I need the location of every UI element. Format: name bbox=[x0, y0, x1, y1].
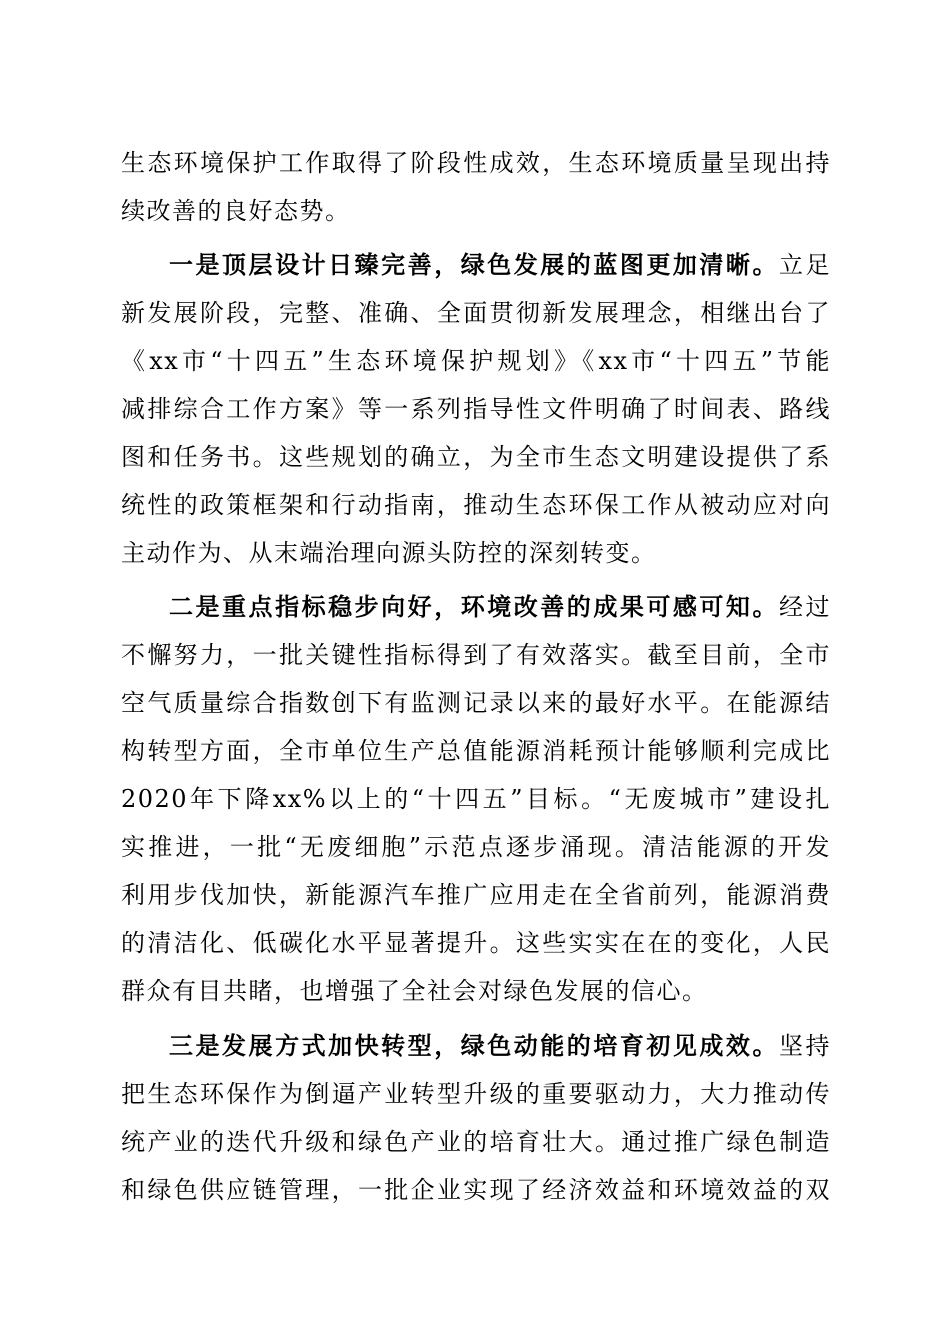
paragraph-lead-heading: 三是发展方式加快转型，绿色动能的培育初见成效。 bbox=[169, 1031, 779, 1060]
paragraph-line: 构转型方面，全市单位生产总值能源消耗预计能够顺利完成比 bbox=[121, 737, 831, 765]
paragraph-line: 和绿色供应链管理，一批企业实现了经济效益和环境效益的双 bbox=[121, 1176, 831, 1204]
paragraph-line: 的清洁化、低碳化水平显著提升。这些实实在在的变化，人民 bbox=[121, 929, 831, 957]
paragraph-first-line bbox=[169, 583, 831, 631]
paragraph-text: 经过 bbox=[778, 593, 832, 621]
paragraph-line: 群众有目共睹，也增强了全社会对绿色发展的信心。 bbox=[121, 977, 708, 1005]
paragraph-line: 图和任务书。这些规划的确立，为全市生态文明建设提供了系 bbox=[121, 443, 831, 471]
paragraph-line: 续改善的良好态势。 bbox=[121, 197, 351, 225]
paragraph-line: 生态环境保护工作取得了阶段性成效，生态环境质量呈现出持 bbox=[121, 149, 831, 177]
paragraph-line: 利用步伐加快，新能源汽车推广应用走在全省前列，能源消费 bbox=[121, 881, 831, 909]
paragraph-text: 坚持 bbox=[778, 1032, 832, 1060]
paragraph-lead-heading: 二是重点指标稳步向好，环境改善的成果可感可知。 bbox=[169, 592, 779, 621]
paragraph-lead-heading: 一是顶层设计日臻完善，绿色发展的蓝图更加清晰。 bbox=[169, 250, 779, 279]
paragraph-line: 统产业的迭代升级和绿色产业的培育壮大。通过推广绿色制造 bbox=[121, 1128, 831, 1156]
paragraph-line: 减排综合工作方案》等一系列指导性文件明确了时间表、路线 bbox=[121, 395, 831, 423]
paragraph-line: 2020年下降xx%以上的“十四五”目标。“无废城市”建设扎 bbox=[121, 785, 831, 813]
paragraph-line: 不懈努力，一批关键性指标得到了有效落实。截至目前，全市 bbox=[121, 641, 831, 669]
paragraph-line: 把生态环保作为倒逼产业转型升级的重要驱动力，大力推动传 bbox=[121, 1080, 831, 1108]
paragraph-line: 空气质量综合指数创下有监测记录以来的最好水平。在能源结 bbox=[121, 689, 831, 717]
paragraph-first-line bbox=[169, 1022, 831, 1070]
paragraph-line: 《xx市“十四五”生态环境保护规划》《xx市“十四五”节能 bbox=[121, 347, 831, 375]
paragraph-line: 新发展阶段，完整、准确、全面贯彻新发展理念，相继出台了 bbox=[121, 299, 831, 327]
paragraph-line: 统性的政策框架和行动指南，推动生态环保工作从被动应对向 bbox=[121, 491, 831, 519]
paragraph-text: 立足 bbox=[778, 251, 832, 279]
paragraph-first-line bbox=[169, 241, 831, 289]
paragraph-line: 实推进，一批“无废细胞”示范点逐步涌现。清洁能源的开发 bbox=[121, 833, 831, 861]
paragraph-line: 主动作为、从末端治理向源头防控的深刻转变。 bbox=[121, 539, 657, 567]
